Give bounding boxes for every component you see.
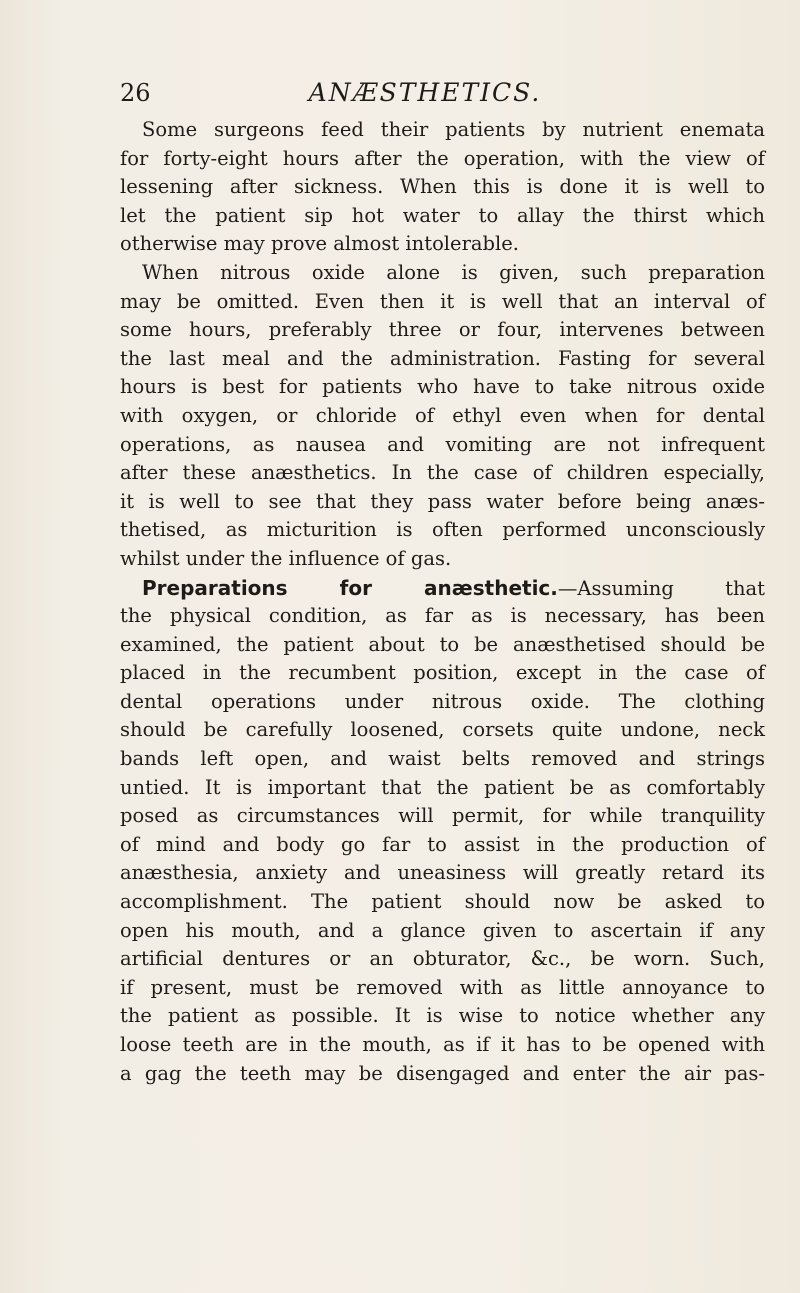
text-line: accomplishment. The patient should now be asked to xyxy=(120,890,765,914)
text-line: after these anæsthetics. In the case of children especially, xyxy=(120,461,765,485)
text-line: whilst under the influence of gas. xyxy=(120,546,452,570)
section-first-line-text: —Assuming that xyxy=(557,576,766,600)
text-line: a gag the teeth may be disengaged and enter the air pas- xyxy=(120,1061,765,1085)
text-line: Some surgeons feed their patients by nutrient enemata xyxy=(142,118,765,141)
text-line: it is well to see that they pass water before being anæs- xyxy=(120,489,765,513)
page-number: 26 xyxy=(120,79,151,107)
text-line: examined, the patient about to be anæsthetised should be xyxy=(120,632,765,656)
body-text xyxy=(120,116,765,1088)
text-line: posed as circumstances will permit, for while tranquility xyxy=(120,804,765,828)
text-line: When nitrous oxide alone is given, such preparation xyxy=(142,260,765,284)
text-line: for forty-eight hours after the operation, with the view of xyxy=(120,146,765,170)
text-line: may be omitted. Even then it is well that an interval of xyxy=(120,289,765,313)
text-line: the physical condition, as far as is necessary, has been xyxy=(120,604,765,628)
text-line: bands left open, and waist belts removed and strings xyxy=(120,747,765,771)
text-line: untied. It is important that the patient be as comfortably xyxy=(120,775,765,799)
text-line: the patient as possible. It is wise to notice whether any xyxy=(120,1004,765,1028)
text-line: if present, must be removed with as little annoyance to xyxy=(120,975,765,999)
section-heading: Preparations for anæsthetic. xyxy=(142,575,558,600)
text-line: dental operations under nitrous oxide. The clothing xyxy=(120,689,765,713)
text-line: artificial dentures or an obturator, &c., be worn. Such, xyxy=(120,947,765,971)
text-line: of mind and body go far to assist in the production of xyxy=(120,832,765,856)
text-line: placed in the recumbent position, except in the case of xyxy=(120,661,765,685)
text-line: should be carefully loosened, corsets quite undone, neck xyxy=(120,718,765,742)
text-line: with oxygen, or chloride of ethyl even when for dental xyxy=(120,403,765,427)
text-line: some hours, preferably three or four, intervenes between xyxy=(120,318,765,342)
text-line: otherwise may prove almost intolerable. xyxy=(120,232,519,256)
text-line: the last meal and the administration. Fasting for several xyxy=(120,346,765,370)
text-line: operations, as nausea and vomiting are not infrequent xyxy=(120,432,765,456)
text-line: let the patient sip hot water to allay the thirst which xyxy=(120,203,765,227)
text-line: loose teeth are in the mouth, as if it has to be opened with xyxy=(120,1033,765,1056)
text-line: open his mouth, and a glance given to ascertain if any xyxy=(120,918,765,942)
text-line: thetised, as micturition is often performed unconsciously xyxy=(120,518,765,542)
text-line: hours is best for patients who have to take nitrous oxide xyxy=(120,375,765,399)
page-header xyxy=(120,76,730,110)
text-line: lessening after sickness. When this is done it is well to xyxy=(120,175,765,199)
text-line: anæsthesia, anxiety and uneasiness will greatly retard its xyxy=(120,861,765,885)
running-title: ANÆSTHETICS. xyxy=(308,78,542,107)
section-first-line xyxy=(120,574,765,603)
